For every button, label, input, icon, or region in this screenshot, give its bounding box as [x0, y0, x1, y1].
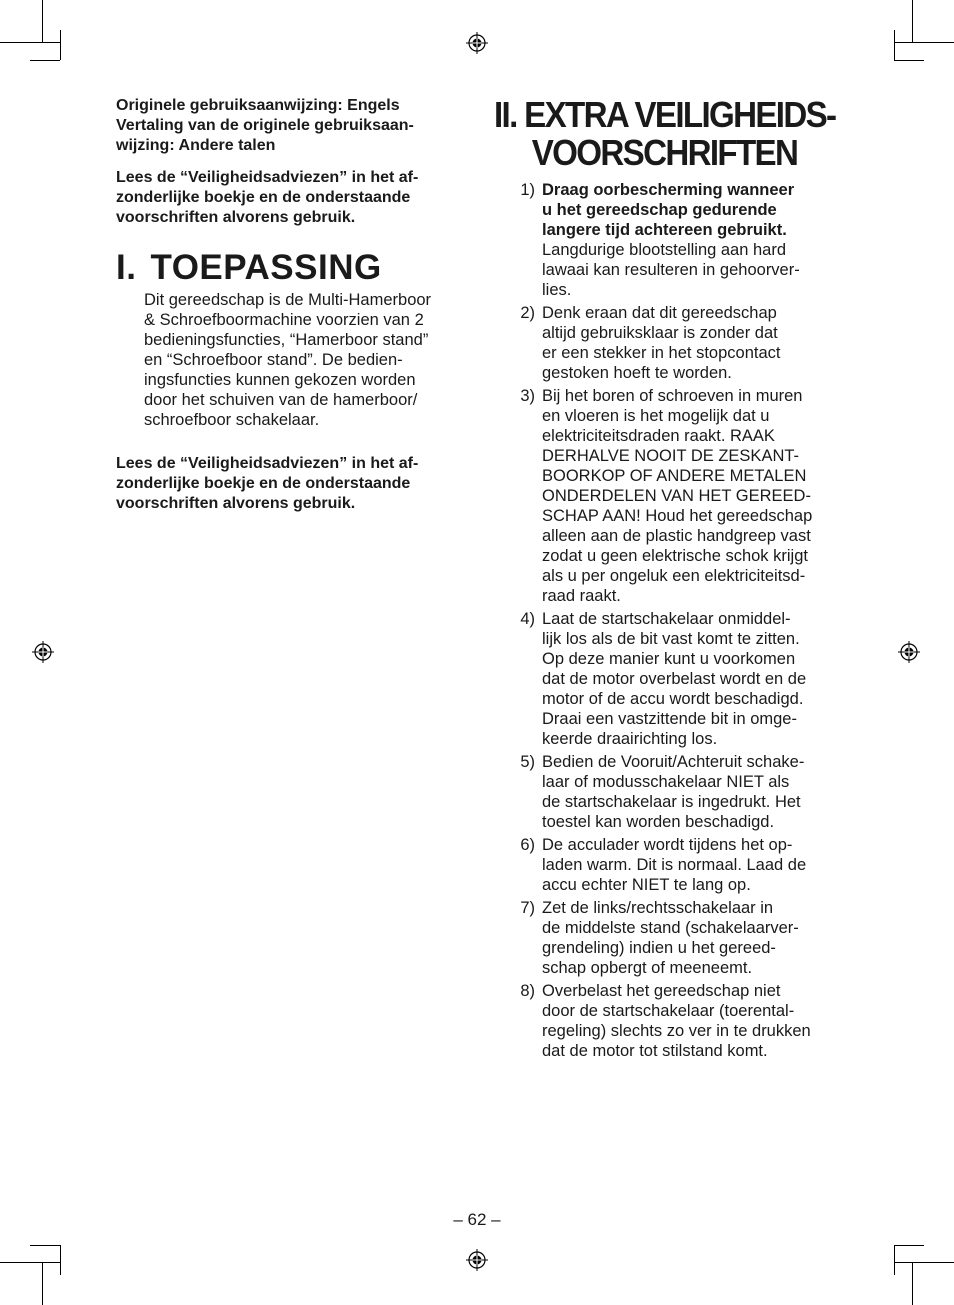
item-text [542, 303, 840, 383]
text-line: zonderlijke boekje en de onderstaande [116, 475, 411, 492]
list-item [494, 981, 840, 1061]
text-line: laden warm. Dit is normaal. Laad de [542, 856, 807, 874]
crop-mark [30, 1245, 60, 1246]
text-line: elektriciteitsdraden raakt. RAAK [542, 427, 775, 445]
text-line: keerde draairichting los. [542, 730, 718, 748]
safety-note [116, 168, 462, 228]
text-line: alleen aan de plastic handgreep vast [542, 527, 811, 545]
crop-mark [894, 60, 924, 61]
text-line: Laat de startschakelaar onmiddel- [542, 610, 791, 628]
text-line: voorschriften alvorens gebruik. [116, 495, 356, 512]
text-line: door het schuiven van de hamerboor/ [144, 391, 418, 409]
text-line: Dit gereedschap is de Multi-Hamerboor [144, 291, 432, 309]
heading-line: II. EXTRA VEILIGHEIDS- [494, 94, 836, 135]
item-number: 7) [520, 899, 535, 917]
text-line-bold: Draag oorbescherming wanneer [542, 181, 795, 199]
text-line: schroefboor schakelaar. [144, 411, 320, 429]
list-item [494, 386, 840, 606]
text-line: Op deze manier kunt u voorkomen [542, 650, 796, 668]
crop-mark [894, 42, 954, 43]
text-line: De acculader wordt tijdens het op- [542, 836, 793, 854]
crop-mark [42, 1262, 43, 1305]
section-heading-toepassing [116, 248, 462, 288]
text-line: Originele gebruiksaanwijzing: Engels [116, 97, 400, 114]
text-line: altijd gebruiksklaar is zonder dat [542, 324, 778, 342]
crop-mark [0, 42, 60, 43]
text-line: ONDERDELEN VAN HET GEREED- [542, 487, 811, 505]
text-line: grendeling) indien u het gereed- [542, 939, 776, 957]
text-line: raad raakt. [542, 587, 621, 605]
heading-line: VOORSCHRIFTEN [531, 132, 798, 173]
crop-mark [912, 0, 913, 42]
item-number: 4) [520, 610, 535, 628]
item-text [542, 981, 840, 1061]
text-line: de middelste stand (schakelaarver- [542, 919, 799, 937]
right-column [494, 96, 840, 1064]
text-line: Bij het boren of schroeven in muren [542, 387, 803, 405]
text-line: dat de motor tot stilstand komt. [542, 1042, 768, 1060]
crop-mark [894, 1262, 954, 1263]
text-line: Zet de links/rechtsschakelaar in [542, 899, 774, 917]
list-item [494, 303, 840, 383]
text-line: en vloeren is het mogelijk dat u [542, 407, 770, 425]
text-line: wijzing: Andere talen [116, 137, 276, 154]
registration-mark-icon [466, 1249, 488, 1271]
text-line: laar of modusschakelaar NIET als [542, 773, 790, 791]
text-line: Vertaling van de originele gebruiksaan- [116, 117, 414, 134]
item-number: 6) [520, 836, 535, 854]
item-text [542, 752, 840, 832]
section-number: I. [116, 248, 137, 287]
text-line: zonderlijke boekje en de onderstaande [116, 189, 411, 206]
list-item [494, 752, 840, 832]
crop-mark [60, 1245, 61, 1275]
text-line: Denk eraan dat dit gereedschap [542, 304, 777, 322]
item-text [542, 386, 840, 606]
text-line: dat de motor overbelast wordt en de [542, 670, 807, 688]
text-line: lijk los als de bit vast komt te zitten. [542, 630, 800, 648]
text-line: Lees de “Veiligheidsadviezen” in het af- [116, 455, 419, 472]
registration-mark-icon [466, 32, 488, 54]
crop-mark [912, 1262, 913, 1305]
safety-list [494, 180, 840, 1061]
crop-mark [894, 30, 895, 60]
text-line: lies. [542, 281, 572, 299]
safety-note-2 [116, 454, 462, 514]
section-body [144, 290, 462, 430]
text-line: BOORKOP OF ANDERE METALEN [542, 467, 807, 485]
text-line: toestel kan worden beschadigd. [542, 813, 775, 831]
text-line: Lees de “Veiligheidsadviezen” in het af- [116, 169, 419, 186]
list-item [494, 835, 840, 895]
item-text [542, 609, 840, 749]
registration-mark-icon [32, 641, 54, 663]
item-text [542, 835, 840, 895]
text-line: Bedien de Vooruit/Achteruit schake- [542, 753, 805, 771]
left-column [116, 96, 462, 526]
text-line: SCHAP AAN! Houd het gereedschap [542, 507, 813, 525]
text-line: bedieningsfuncties, “Hamerboor stand” [144, 331, 429, 349]
item-text [542, 180, 840, 300]
text-line: gestoken hoeft te worden. [542, 364, 732, 382]
crop-mark [0, 1262, 60, 1263]
text-line: zodat u geen elektrische schok krijgt [542, 547, 808, 565]
text-line: door de startschakelaar (toerental- [542, 1002, 795, 1020]
item-number: 3) [520, 387, 535, 405]
crop-mark [60, 30, 61, 60]
text-line: schap opbergt of meeneemt. [542, 959, 753, 977]
list-item [494, 609, 840, 749]
page-number: – 62 – [453, 1210, 501, 1229]
registration-mark-icon [898, 641, 920, 663]
crop-mark [894, 1245, 924, 1246]
item-number: 2) [520, 304, 535, 322]
item-number: 8) [520, 982, 535, 1000]
text-line: motor of de accu wordt beschadigd. [542, 690, 804, 708]
text-line: ingsfuncties kunnen gekozen worden [144, 371, 416, 389]
text-line: Draai een vastzittende bit in omge- [542, 710, 797, 728]
text-line: lawaai kan resulteren in gehoorver- [542, 261, 800, 279]
section-title: TOEPASSING [150, 248, 382, 287]
crop-mark [30, 60, 60, 61]
item-number: 1) [520, 181, 535, 199]
text-line: Langdurige blootstelling aan hard [542, 241, 787, 259]
text-line: de startschakelaar is ingedrukt. Het [542, 793, 801, 811]
crop-mark [42, 0, 43, 42]
text-line: er een stekker in het stopcontact [542, 344, 781, 362]
list-item [494, 180, 840, 300]
text-line: & Schroefboormachine voorzien van 2 [144, 311, 424, 329]
text-line: Overbelast het gereedschap niet [542, 982, 781, 1000]
translation-note [116, 96, 462, 156]
text-line-bold: langere tijd achtereen gebruikt. [542, 221, 787, 239]
crop-mark [894, 1245, 895, 1275]
text-line: DERHALVE NOOIT DE ZESKANT- [542, 447, 800, 465]
text-line: voorschriften alvorens gebruik. [116, 209, 356, 226]
text-line: als u per ongeluk een elektriciteitsd- [542, 567, 806, 585]
text-line: en “Schroefboor stand”. De bedien- [144, 351, 403, 369]
text-line-bold: u het gereedschap gedurende [542, 201, 777, 219]
list-item [494, 898, 840, 978]
text-line: regeling) slechts zo ver in te drukken [542, 1022, 811, 1040]
item-text [542, 898, 840, 978]
text-line: accu echter NIET te lang op. [542, 876, 751, 894]
item-number: 5) [520, 753, 535, 771]
section-heading-extra-veiligheid [494, 96, 844, 172]
